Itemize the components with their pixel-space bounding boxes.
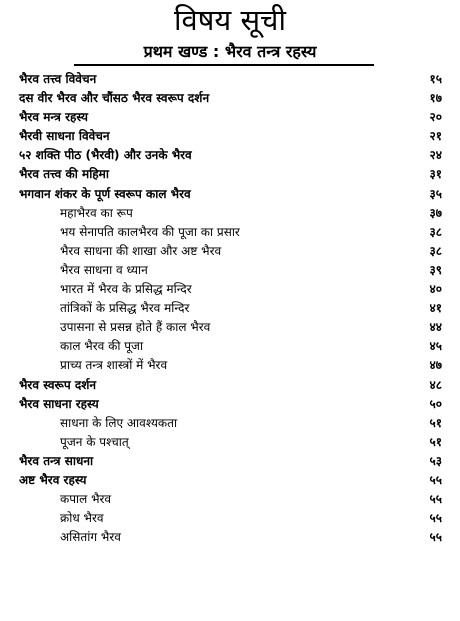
toc-entry-title: भैरव तत्त्व की महिमा [19,167,109,182]
toc-entry [0,70,460,89]
toc-entry-title: कपाल भैरव [60,492,112,507]
toc-subentry [0,204,460,223]
toc-entry [0,471,460,490]
section-heading: प्रथम खण्ड : भैरव तन्त्र रहस्य [143,42,317,61]
toc-subentry [0,299,460,318]
toc-page-number: ३८ [429,243,442,258]
toc-list [0,70,460,547]
toc-entry-title: उपासना से प्रसन्न होते हैं काल भैरव [60,320,211,335]
toc-subentry [0,490,460,509]
toc-page-number: ४७ [429,358,442,373]
toc-entry-title: भैरव साधना की शाखा और अष्ट भैरव [60,243,222,258]
toc-entry-title: भय सेनापति कालभैरव की पूजा का प्रसार [60,224,240,239]
toc-entry-title: महाभैरव का रूप [60,205,133,220]
toc-entry [0,146,460,165]
toc-page-number: ३९ [429,262,442,277]
toc-entry-title: काल भैरव की पूजा [60,339,144,354]
toc-page-number: ४१ [429,301,442,316]
toc-entry-title: क्रोध भैरव [60,511,104,526]
toc-page-number: २१ [429,129,442,144]
toc-page-number: ५१ [429,434,442,449]
toc-entry [0,89,460,108]
toc-entry [0,376,460,395]
toc-subentry [0,337,460,356]
toc-entry-title: असितांग भैरव [60,530,121,545]
toc-entry-title: पूजन के पश्चात् [60,434,129,449]
toc-entry-title: अष्ट भैरव रहस्य [19,472,87,487]
toc-subentry [0,414,460,433]
toc-subentry [0,433,460,452]
toc-page-number: ५० [429,396,442,411]
toc-page-number: १५ [429,72,442,86]
toc-entry-title: भैरव साधना व ध्यान [60,262,148,277]
toc-entry-title: भारत में भैरव के प्रसिद्ध मन्दिर [60,282,192,297]
toc-subentry [0,356,460,375]
toc-subentry [0,528,460,547]
toc-page-number: ४५ [429,339,442,354]
toc-entry [0,185,460,204]
toc-entry [0,452,460,471]
toc-entry [0,165,460,184]
toc-page-number: ५३ [429,453,442,468]
toc-page-number: ३१ [429,167,442,182]
toc-subentry [0,242,460,261]
toc-page-number: ५५ [429,472,442,487]
toc-page-number: ५५ [429,492,442,507]
toc-entry-title: भैरव मन्त्र रहस्य [19,110,88,125]
toc-page-number: ५५ [429,511,442,526]
toc-entry [0,108,460,127]
toc-page-number: ३५ [429,186,442,201]
page-title: विषय सूची [174,3,286,37]
toc-entry-title: साधना के लिए आवश्यकता [60,415,178,430]
toc-entry-title: भैरव स्वरूप दर्शन [19,377,97,392]
toc-page-number: १७ [429,91,442,106]
toc-entry-title: भैरव तन्त्र साधना [19,453,94,468]
toc-page-number: ४० [429,282,442,297]
toc-entry-title: प्राच्य तन्त्र शास्त्रों में भैरव [60,358,168,373]
toc-entry-title: तांत्रिकों के प्रसिद्ध भैरव मन्दिर [60,301,190,316]
heading-underline [74,64,374,66]
toc-entry [0,127,460,146]
toc-entry-title: ५२ शक्ति पीठ (भैरवी) और उनके भैरव [19,148,192,163]
toc-subentry [0,261,460,280]
toc-page-number: ५५ [429,530,442,545]
toc-entry-title: भगवान शंकर के पूर्ण स्वरूप काल भैरव [19,186,191,201]
toc-page-number: ४४ [429,320,442,335]
toc-page-number: २४ [429,148,442,163]
toc-entry-title: दस वीर भैरव और चौंसठ भैरव स्वरूप दर्शन [19,91,210,106]
toc-page-number: ३७ [429,205,442,220]
toc-subentry [0,223,460,242]
toc-subentry [0,509,460,528]
toc-subentry [0,280,460,299]
toc-page-number: ५१ [429,415,442,430]
toc-entry-title: भैरव तत्त्व विवेचन [19,72,97,86]
toc-page-number: ३८ [429,224,442,239]
toc-entry [0,395,460,414]
toc-entry-title: भैरव साधना रहस्य [19,396,99,411]
toc-entry-title: भैरवी साधना विवेचन [19,129,110,144]
toc-subentry [0,318,460,337]
toc-page-number: ४८ [429,377,442,392]
toc-page-number: २० [429,110,442,125]
